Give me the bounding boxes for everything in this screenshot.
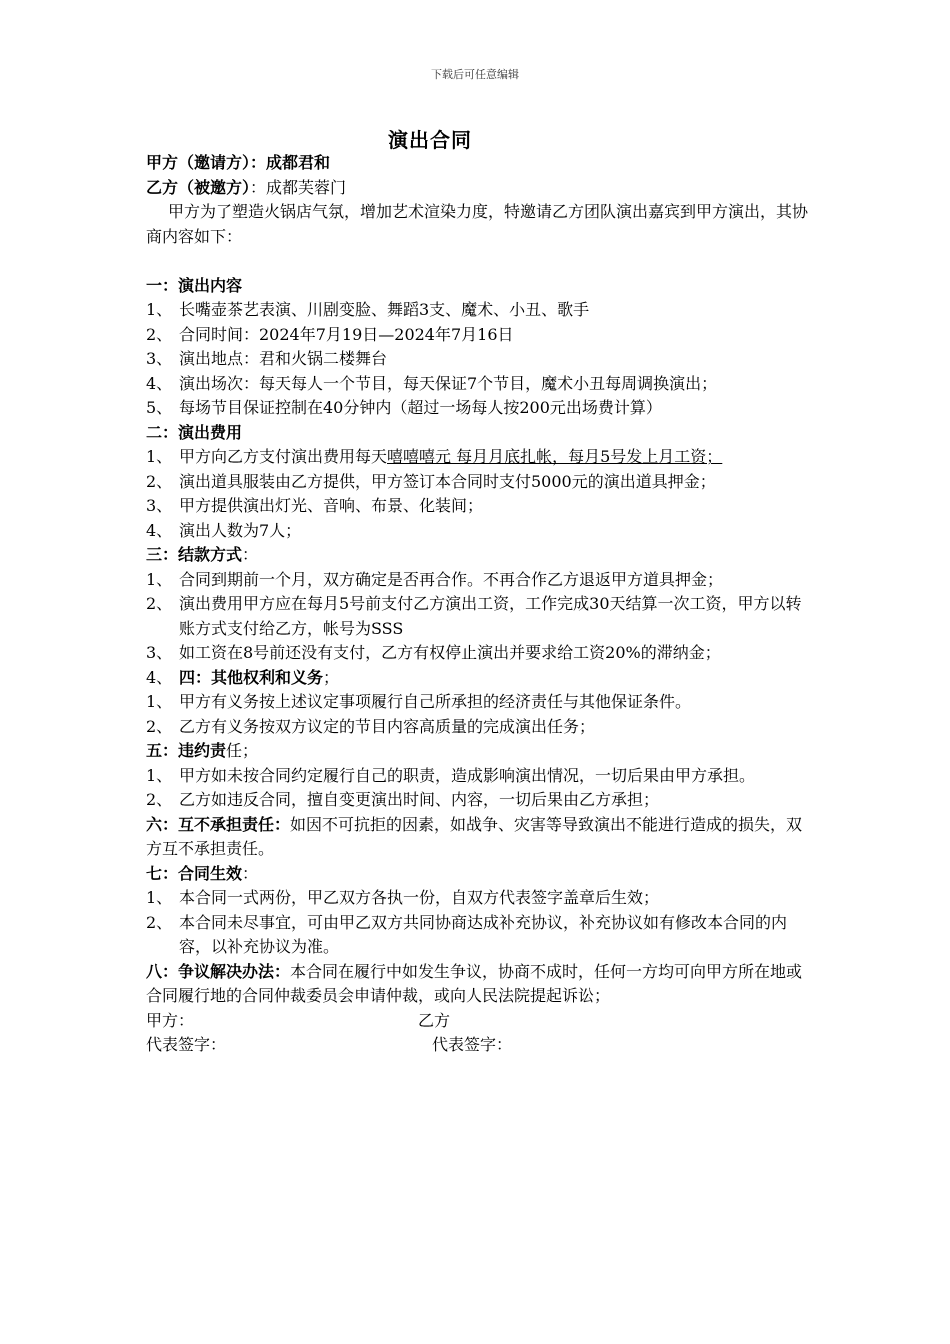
item-text: 演出人数为7人；	[179, 520, 302, 540]
section-3-title: 三：结款方式	[146, 545, 243, 564]
section-5-title-suffix: 任；	[226, 741, 259, 760]
section-1-title: 一：演出内容	[146, 275, 243, 295]
item-text: 如工资在8号前还没有支付，乙方有权停止演出并要求给工资20%的滞纳金；	[179, 643, 721, 662]
sec2-item	[146, 445, 811, 470]
item-text: 甲方有义务按上述议定事项履行自己所承担的经济责任与其他保证条件。	[179, 692, 692, 711]
item-number: 1、	[146, 692, 173, 711]
signature-rep-row	[146, 1033, 811, 1058]
item-number: 2、	[146, 790, 173, 809]
party-b-sep: ：	[250, 177, 267, 197]
party-b-label: 乙方（被邀方）	[146, 177, 251, 197]
signature-party-b: 乙方	[418, 1010, 451, 1030]
item-text: 演出场次：每天每人一个节目，每天保证7个节目，魔术小丑每周调换演出；	[179, 373, 718, 393]
sec1-item	[146, 396, 811, 421]
item-text-plain: 甲方向乙方支付演出费用每天	[179, 447, 388, 466]
sec5-item	[146, 764, 811, 789]
section-6-title: 六：互不承担责任：	[146, 814, 291, 834]
party-b-name: 成都芙蓉门	[266, 177, 347, 197]
item-number: 3、	[146, 496, 173, 515]
section-7-title-suffix: ：	[242, 863, 259, 883]
contract-body	[146, 151, 811, 1058]
party-a-label: 甲方（邀请方）：	[146, 153, 267, 172]
section-6-text: 如因不可抗拒的因素，如战争、灾害等导致演出不能进行造成的损失，双方互不承担责任。	[146, 814, 803, 858]
signature-rep-b: 代表签字：	[432, 1035, 513, 1054]
document-title: 演出合同	[388, 128, 472, 152]
item-number: 1、	[146, 569, 173, 589]
party-a-line	[146, 151, 811, 176]
section-5-heading	[146, 739, 811, 764]
sec5-item	[146, 788, 811, 813]
sec1-item	[146, 347, 811, 372]
item-number: 2、	[146, 912, 173, 932]
intro-paragraph: 甲方为了塑造火锅店气氛，增加艺术渲染力度，特邀请乙方团队演出嘉宾到甲方演出，其协商内容如下：	[146, 202, 809, 246]
section-7-title: 七：合同生效	[146, 863, 243, 883]
item-number: 4、	[146, 667, 173, 687]
sec2-item	[146, 494, 811, 519]
item-number: 4、	[146, 373, 173, 393]
sec4-item	[146, 690, 811, 715]
section-4-title: 四：其他权利和义务	[179, 667, 324, 687]
section-6	[146, 813, 811, 862]
party-b-line	[146, 176, 811, 201]
sec3-item	[146, 592, 811, 641]
sec2-item	[146, 470, 811, 495]
item-text: 每场节目保证控制在40分钟内（超过一场每人按200元出场费计算）	[179, 398, 662, 417]
section-8	[146, 960, 811, 1009]
item-text: 合同时间：2024年7月19日—2024年7月16日	[179, 324, 514, 344]
item-text: 乙方如违反合同，擅自变更演出时间、内容，一切后果由乙方承担；	[179, 790, 660, 809]
section-5-title: 五：违约责	[146, 741, 227, 760]
section-7-heading	[146, 862, 811, 887]
item-number: 1、	[146, 447, 173, 466]
section-8-title: 八：争议解决办法：	[146, 961, 291, 981]
section-4-title-suffix: ；	[323, 667, 340, 687]
item-text-underlined: 嘻嘻嘻元 每月月底扎帐，每月5号发上月工资；	[387, 447, 723, 466]
item-text: 长嘴壶茶艺表演、川剧变脸、舞蹈3支、魔术、小丑、歌手	[179, 300, 590, 319]
item-text: 甲方提供演出灯光、音响、布景、化装间；	[179, 496, 484, 515]
item-text: 演出费用甲方应在每月5号前支付乙方演出工资，工作完成30天结算一次工资，甲方以转账方式支付给乙方，帐号为SSS	[179, 594, 802, 638]
item-text: 甲方如未按合同约定履行自己的职责，造成影响演出情况，一切后果由甲方承担。	[179, 765, 756, 785]
sec7-item	[146, 886, 811, 911]
sec1-item	[146, 323, 811, 348]
section-3-title-suffix: ：	[242, 545, 259, 564]
item-text	[179, 445, 811, 470]
sec1-item	[146, 372, 811, 397]
item-number: 1、	[146, 888, 173, 907]
item-number: 1、	[146, 765, 173, 785]
item-number: 1、	[146, 300, 173, 319]
sec3-item	[146, 641, 811, 666]
section-3-heading	[146, 543, 811, 568]
sec3-item	[146, 568, 811, 593]
section-2-title: 二：演出费用	[146, 422, 243, 442]
item-number: 2、	[146, 471, 173, 491]
item-number: 2、	[146, 716, 173, 736]
item-text: 本合同未尽事宜，可由甲乙双方共同协商达成补充协议，补充协议如有修改本合同的内容，以补充协议为准。	[179, 912, 788, 956]
item-number: 2、	[146, 594, 173, 613]
signature-party-a: 甲方：	[146, 1010, 195, 1030]
sec4-item	[146, 715, 811, 740]
sec2-item	[146, 519, 811, 544]
section-4-heading	[146, 666, 811, 691]
sec7-item	[146, 911, 811, 960]
item-text: 乙方有义务按双方议定的节目内容高质量的完成演出任务；	[179, 716, 596, 736]
signature-rep-a: 代表签字：	[146, 1035, 227, 1054]
signature-parties-row	[146, 1009, 811, 1034]
item-number: 3、	[146, 349, 173, 368]
item-text: 演出道具服装由乙方提供，甲方签订本合同时支付5000元的演出道具押金；	[179, 471, 716, 491]
blank-line	[146, 249, 811, 274]
party-a-name: 成都君和	[266, 153, 331, 172]
section-4-title-wrap	[179, 666, 811, 691]
sec1-item	[146, 298, 811, 323]
item-text: 本合同一式两份，甲乙双方各执一份，自双方代表签字盖章后生效；	[179, 888, 660, 907]
item-text: 演出地点：君和火锅二楼舞台	[179, 349, 388, 368]
section-8-text: 本合同在履行中如发生争议，协商不成时，任何一方均可向甲方所在地或合同履行地的合同仲裁委员会申请仲裁，或向人民法院提起诉讼；	[146, 961, 803, 1005]
item-number: 5、	[146, 398, 173, 417]
item-number: 4、	[146, 520, 173, 540]
item-number: 2、	[146, 324, 173, 344]
item-text: 合同到期前一个月，双方确定是否再合作。不再合作乙方退返甲方道具押金；	[179, 569, 724, 589]
item-number: 3、	[146, 643, 173, 662]
header-note: 下载后可任意编辑	[431, 68, 519, 81]
